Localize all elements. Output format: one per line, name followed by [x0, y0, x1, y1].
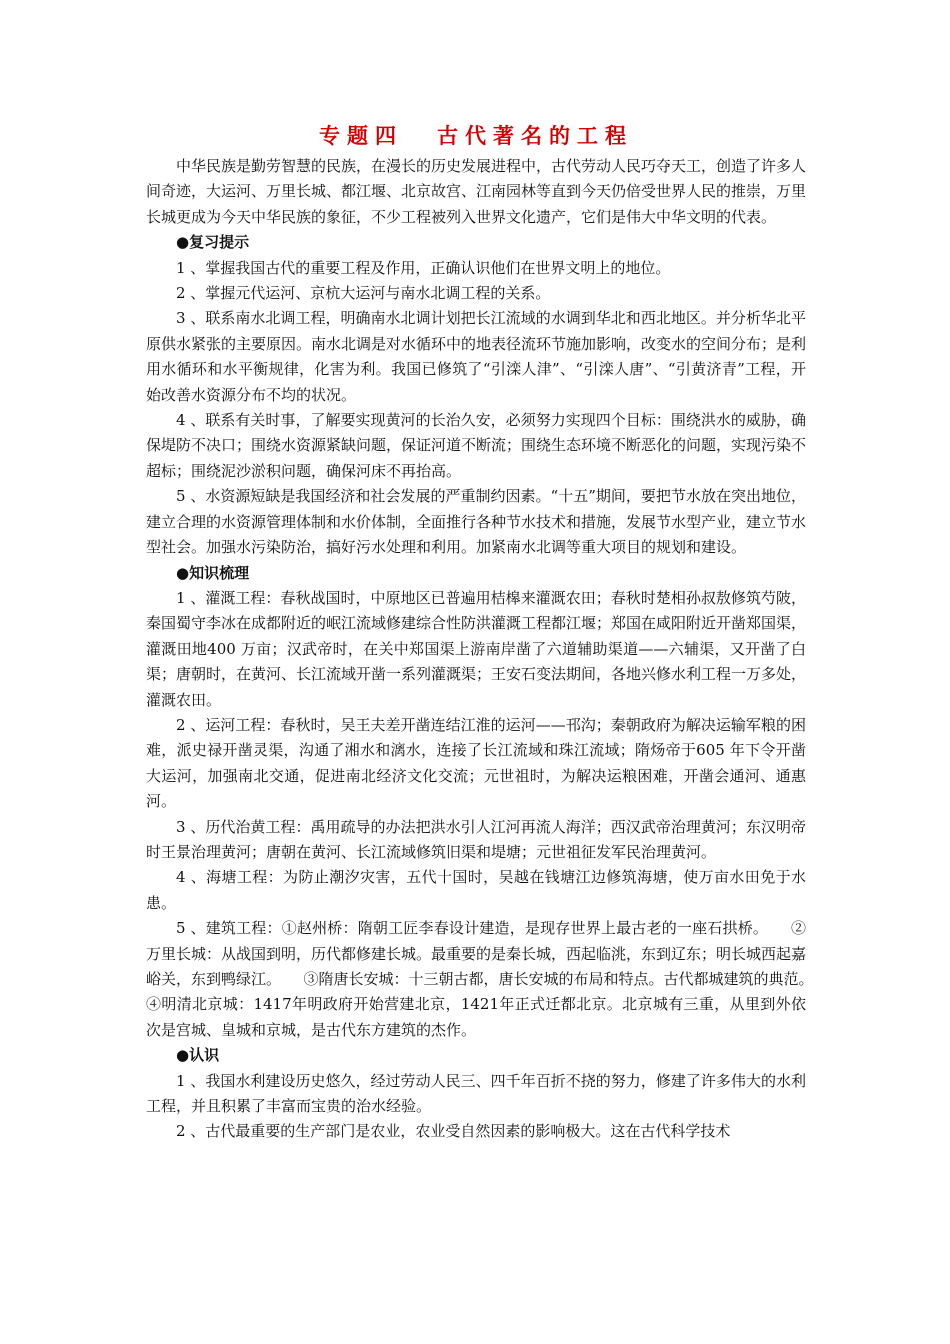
title-topic-name: 古代著名的工程: [437, 124, 633, 148]
intro-paragraph: 中华民族是勤劳智慧的民族，在漫长的历史发展进程中，古代劳动人民巧夺天工，创造了许多人间奇迹，大运河、万里长城、都江堰、北京故宫、江南园林等直到今天仍倍受世界人民的推崇，万里长城更成为今天中华民族的象征，不少工程被列入世界文化遗产，它们是伟大中华文明的代表。: [146, 157, 807, 226]
bullet-icon: ●: [176, 233, 190, 252]
section-heading-review-tips: [176, 230, 806, 255]
paragraph: 5 、建筑工程：①赵州桥：隋朝工匠李春设计建造，是现存世界上最古老的一座石拱桥。 ②万里长城：从战国到明，历代都修建长城。最重要的是秦长城，西起临洮，东到辽东；明长城西起嘉峪关，东到鸭绿江。 ③隋唐长安城：十三朝古都，唐长安城的布局和特点。古代都城建筑的典范。 ④明清北京城：1417年明政府开始营建北京，1421年正式迁都北京。北京城有三重，从里到外依次是宫城、皇城和京城，是古代东方建筑的杰作。: [146, 919, 837, 1039]
section-heading-label: 复习提示: [189, 233, 250, 252]
paragraph: 1 、灌溉工程：春秋战国时，中原地区已普遍用桔槔来灌溉农田；春秋时楚相孙叔敖修筑芍陂，秦国蜀守李冰在成都附近的岷江流域修建综合性防洪灌溉工程都江堰；郑国在咸阳附近开凿郑国渠，灌溉田地400 万亩；汉武帝时，在关中郑国渠上游南岸凿了六道辅助渠道——六辅渠，又开凿了白渠；唐朝时，在黄河、长江流域开凿一系列灌溉渠；王安石变法期间，各地兴修水利工程一万多处，灌溉农田。: [146, 588, 807, 709]
section-heading-knowledge: [176, 561, 806, 586]
paragraph: 4 、海塘工程：为防止潮汐灾害，五代十国时，吴越在钱塘江边修筑海塘，使万亩水田免于水患。: [146, 868, 806, 912]
paragraph: 1 、我国水利建设历史悠久，经过劳动人民三、四千年百折不挠的努力，修建了许多伟大的水利工程，并且积累了丰富而宝贵的治水经验。: [146, 1071, 806, 1116]
title-topic-number: 专题四: [319, 124, 403, 148]
paragraph: 4 、联系有关时事，了解要实现黄河的长治久安，必须努力实现四个目标：围绕洪水的威胁，确保堤防不决口；围绕水资源紧缺问题，保证河道不断流；围绕生态环境不断恶化的问题，实现污染不超标；围绕泥沙淤积问题，确保河床不再抬高。: [146, 411, 807, 480]
section-heading-understanding: [176, 1043, 806, 1068]
paragraph: 1 、掌握我国古代的重要工程及作用，正确认识他们在世界文明上的地位。: [176, 258, 671, 277]
paragraph: 2 、运河工程：春秋时，吴王夫差开凿连结江淮的运河——邗沟；秦朝政府为解决运输军粮的困难，派史禄开凿灵渠，沟通了湘水和漓水，连接了长江流域和珠江流域；隋炀帝于605 年下令开凿大运河，加强南北交通，促进南北经济文化交流；元世祖时，为解决运粮困难，开凿会通河、通惠河。: [146, 715, 806, 811]
bullet-icon: ●: [176, 563, 190, 582]
paragraph: 2 、古代最重要的生产部门是农业，农业受自然因素的影响极大。这在古代科学技术: [176, 1122, 731, 1141]
document-page: [146, 120, 837, 1145]
paragraph: 3 、历代治黄工程：禹用疏导的办法把洪水引人江河再流人海洋；西汉武帝治理黄河；东汉明帝时王景治理黄河；唐朝在黄河、长江流域修筑旧渠和堤塘；元世祖征发军民治理黄河。: [146, 817, 806, 861]
paragraph: 5 、水资源短缺是我国经济和社会发展的严重制约因素。“十五”期间，要把节水放在突出地位，建立合理的水资源管理体制和水价体制，全面推行各种节水技术和措施，发展节水型产业，建立节水型社会。加强水污染防治，搞好污水处理和利用。加紧南水北调等重大项目的规划和建设。: [146, 487, 807, 557]
bullet-icon: ●: [176, 1046, 190, 1065]
paragraph: 2 、掌握元代运河、京杭大运河与南水北调工程的关系。: [176, 284, 551, 303]
page-title: [146, 120, 806, 152]
section-heading-label: 认识: [189, 1046, 220, 1065]
section-heading-label: 知识梳理: [189, 563, 250, 582]
paragraph: 3 、联系南水北调工程，明确南水北调计划把长江流域的水调到华北和西北地区。并分析华北平原供水紧张的主要原因。南水北调是对水循环中的地表径流环节施加影响，改变水的空间分布；是利用水循环和水平衡规律，化害为利。我国已修筑了“引滦人津”、“引滦人唐”、“引黄济青”工程，开始改善水资源分布不均的状况。: [146, 309, 807, 404]
